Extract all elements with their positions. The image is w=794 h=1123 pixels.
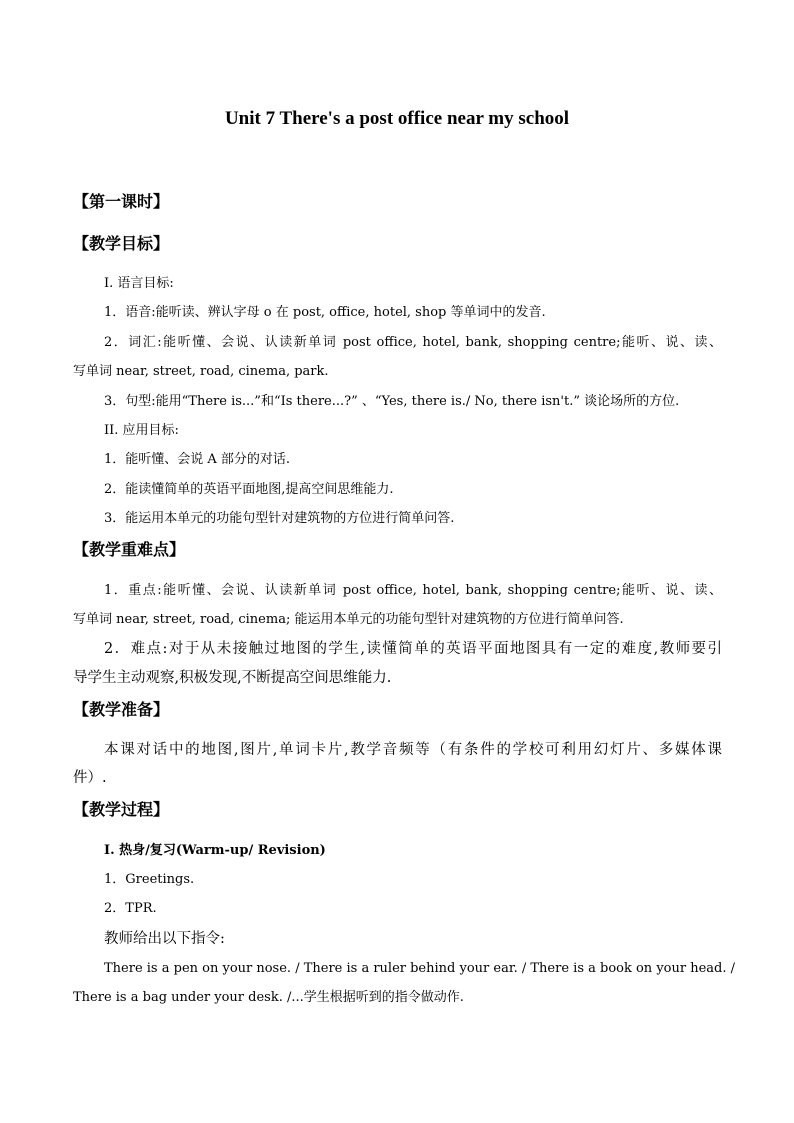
objective-item-2-line-2: 写单词 near, street, road, cinema, park.	[73, 364, 329, 379]
application-item-2: 2．能读懂简单的英语平面地图,提高空间思维能力.	[104, 482, 394, 497]
preparation-line-1: 本课对话中的地图,图片,单词卡片,教学音频等（有条件的学校可利用幻灯片、多媒体课	[104, 742, 722, 758]
commands-line-2: There is a bag under your desk. /...学生根据听到的指令做动作.	[73, 990, 464, 1005]
language-goal-label: I. 语言目标:	[104, 276, 174, 291]
process-step-2: 2．TPR.	[104, 901, 157, 916]
lesson-heading: 【第一课时】	[73, 192, 170, 211]
process-step-1: 1．Greetings.	[104, 872, 195, 887]
application-goal-label: II. 应用目标:	[104, 423, 179, 438]
key-point-2-line-1: 2．难点:对于从未接触过地图的学生,读懂简单的英语平面地图具有一定的难度,教师要引	[104, 641, 722, 657]
document-title: Unit 7 There's a post office near my school	[224, 108, 570, 129]
application-item-1: 1．能听懂、会说 A 部分的对话.	[104, 452, 291, 467]
commands-line-1: There is a pen on your nose. / There is a ruler behind your ear. / There is a book on your head. /	[104, 961, 735, 976]
teacher-instruction: 教师给出以下指令:	[104, 931, 225, 947]
process-section-1: I. 热身/复习(Warm-up/ Revision)	[104, 843, 326, 858]
process-heading: 【教学过程】	[73, 800, 170, 819]
key-points-heading: 【教学重难点】	[73, 540, 186, 559]
objective-item-3: 3．句型:能用“There is...”和“Is there...?” 、“Yes, there is./ No, there isn't.” 谈论场所的方位.	[104, 394, 680, 409]
objectives-heading: 【教学目标】	[73, 234, 170, 253]
key-point-1-line-2: 写单词 near, street, road, cinema; 能运用本单元的功能句型针对建筑物的方位进行简单问答.	[73, 612, 624, 627]
objective-item-2-line-1: 2．词汇:能听懂、会说、认读新单词 post office, hotel, bank, shopping centre;能听、说、读、	[104, 335, 722, 350]
preparation-line-2: 件）.	[73, 770, 107, 786]
application-item-3: 3．能运用本单元的功能句型针对建筑物的方位进行简单问答.	[104, 511, 455, 526]
key-point-1-line-1: 1．重点:能听懂、会说、认读新单词 post office, hotel, bank, shopping centre;能听、说、读、	[104, 583, 722, 598]
key-point-2-line-2: 导学生主动观察,积极发现,不断提高空间思维能力.	[73, 670, 392, 686]
preparation-heading: 【教学准备】	[73, 700, 170, 719]
objective-item-1: 1．语音:能听读、辨认字母 o 在 post, office, hotel, shop 等单词中的发音.	[104, 305, 546, 320]
